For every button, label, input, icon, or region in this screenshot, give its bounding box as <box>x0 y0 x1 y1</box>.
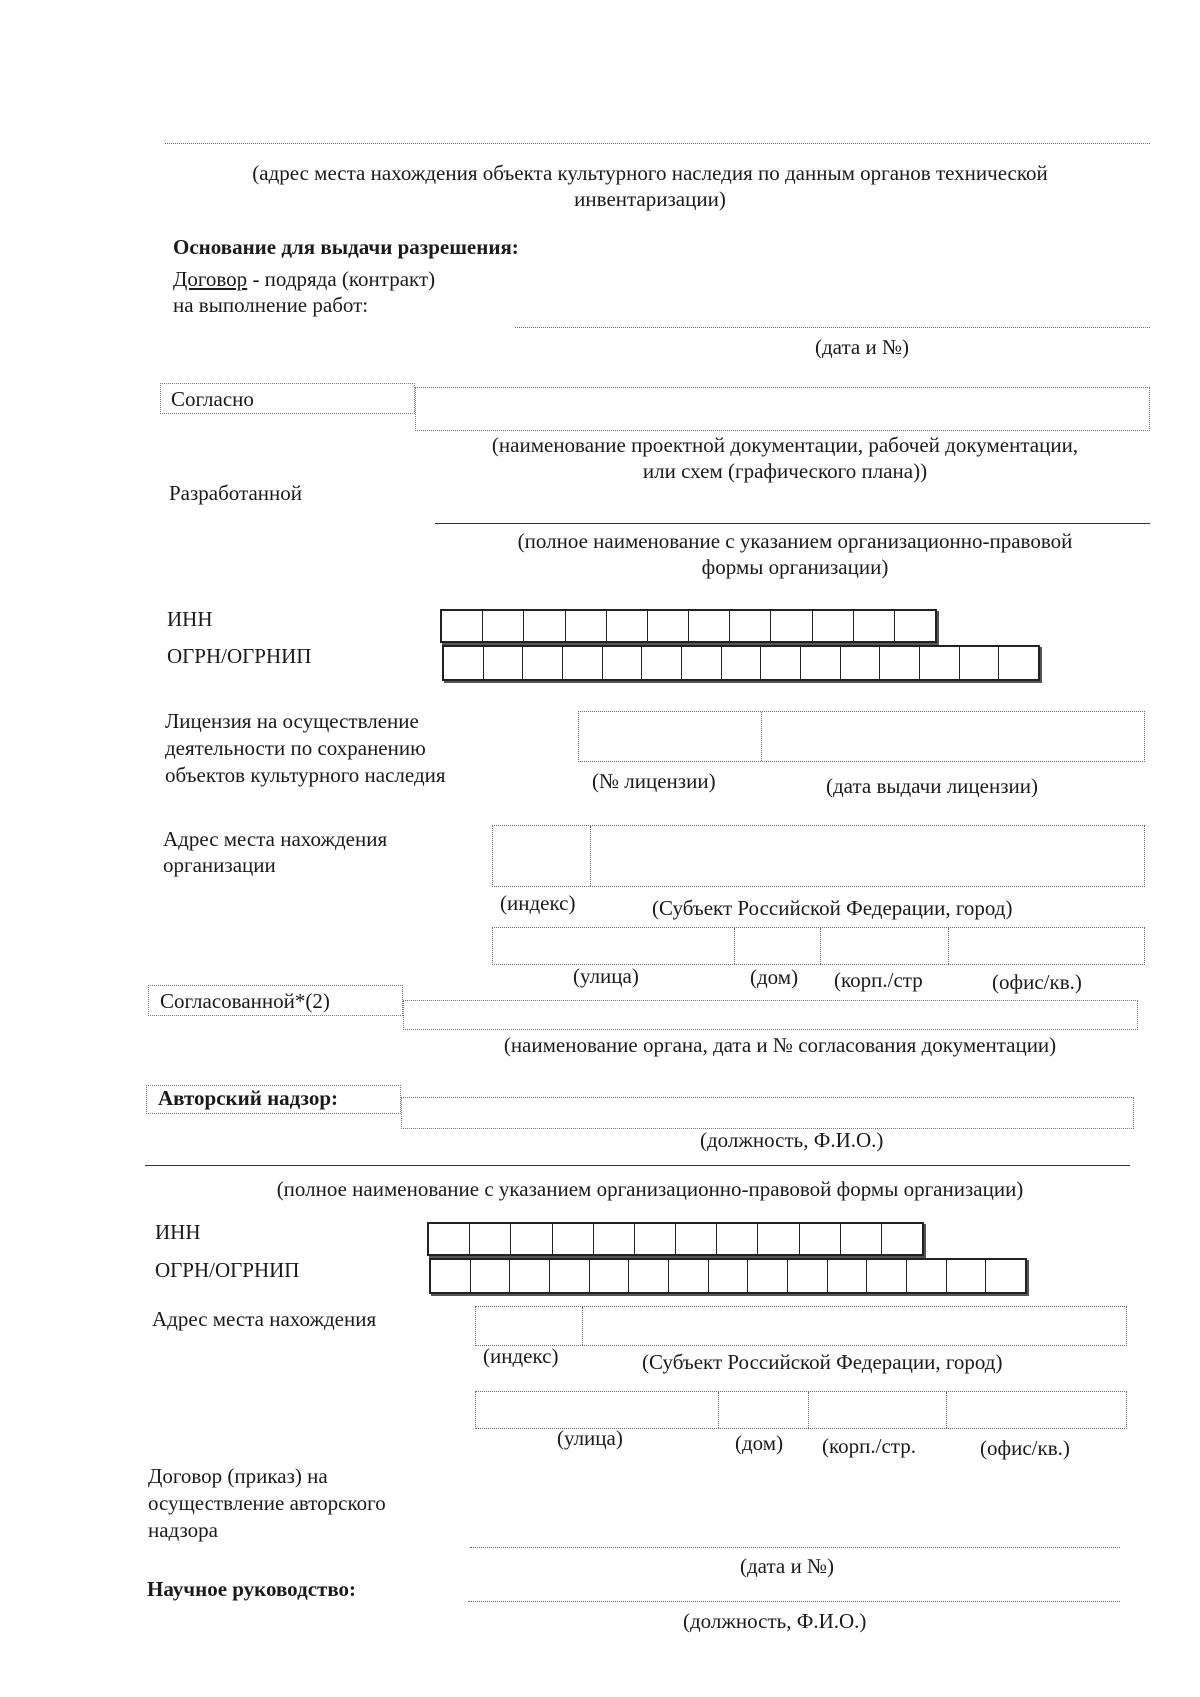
supervision-org-caption: (полное наименование с указанием организационно-правовой формы организации) <box>276 1177 1024 1201</box>
license-number-field[interactable] <box>579 712 762 761</box>
address2-office-caption: (офис/кв.) <box>980 1436 1070 1460</box>
contract-word: Договор <box>173 267 248 291</box>
address2-fields-2[interactable] <box>475 1391 1127 1429</box>
developed-caption-2: формы организации) <box>701 555 889 579</box>
supervision-contract-label: Договор (приказ) на <box>148 1464 328 1488</box>
inn-cells[interactable] <box>440 609 937 643</box>
org-index-field[interactable] <box>493 826 591 886</box>
org-region-field[interactable] <box>591 826 1144 886</box>
address2-office-field[interactable] <box>947 1392 1126 1428</box>
address2-street-field[interactable] <box>476 1392 719 1428</box>
org-index-caption: (индекс) <box>500 891 576 915</box>
org-street-caption: (улица) <box>573 964 639 988</box>
approved-label: Согласованной*(2) <box>160 989 330 1013</box>
address2-index-caption: (индекс) <box>483 1344 559 1368</box>
object-address-line[interactable] <box>165 143 1150 144</box>
org-office-caption: (офис/кв.) <box>992 970 1082 994</box>
agreed-caption: (наименование проектной документации, рабочей документации, <box>491 433 1079 457</box>
license-label-3: объектов культурного наследия <box>165 763 446 787</box>
license-number-caption: (№ лицензии) <box>592 769 716 793</box>
object-address-caption-2: инвентаризации) <box>574 187 726 211</box>
agreed-documentation-field[interactable] <box>415 387 1150 431</box>
agreed-caption-2: или схем (графического плана)) <box>642 459 928 483</box>
license-fields[interactable] <box>578 711 1145 762</box>
approved-field[interactable] <box>403 1000 1138 1030</box>
developed-caption: (полное наименование с указанием организационно-правовой <box>517 529 1073 553</box>
org-address-fields-1[interactable] <box>492 825 1145 887</box>
license-date-caption: (дата выдачи лицензии) <box>826 774 1038 798</box>
basis-contract-line2: на выполнение работ: <box>173 293 369 317</box>
org-house-caption: (дом) <box>750 965 799 989</box>
supervision-contract-label-2: осуществление авторского <box>148 1491 386 1515</box>
org-building-field[interactable] <box>821 928 949 964</box>
contract-rest: - подряда (контракт) <box>247 267 436 291</box>
address2-fields-1[interactable] <box>475 1306 1127 1346</box>
address2-building-field[interactable] <box>809 1392 947 1428</box>
scientific-caption: (должность, Ф.И.О.) <box>683 1609 867 1633</box>
address2-house-field[interactable] <box>719 1392 809 1428</box>
agreed-label: Согласно <box>171 387 254 411</box>
contract-date-caption: (дата и №) <box>815 335 909 359</box>
developed-label: Разработанной <box>169 481 302 505</box>
license-date-field[interactable] <box>762 712 1144 761</box>
scientific-label: Научное руководство: <box>147 1577 357 1601</box>
org-address-label-2: организации <box>163 853 276 877</box>
address2-street-caption: (улица) <box>557 1426 623 1450</box>
address2-region-caption: (Субъект Российской Федерации, город) <box>642 1350 1003 1374</box>
object-address-caption: (адрес места нахождения объекта культурного наследия по данным органов технической <box>252 161 1048 185</box>
basis-title: Основание для выдачи разрешения: <box>173 235 519 259</box>
supervision-field[interactable] <box>401 1097 1134 1129</box>
org-house-field[interactable] <box>735 928 821 964</box>
supervision-caption: (должность, Ф.И.О.) <box>700 1128 884 1152</box>
org-region-caption: (Субъект Российской Федерации, город) <box>652 896 1013 920</box>
org-building-caption: (корп./стр <box>834 968 923 992</box>
org-street-field[interactable] <box>493 928 735 964</box>
address2-building-caption: (корп./стр. <box>822 1434 916 1458</box>
supervision-contract-date-field[interactable] <box>470 1547 1120 1548</box>
developed-org-field[interactable] <box>435 523 1150 524</box>
contract-date-field[interactable] <box>515 327 1150 328</box>
basis-contract-line <box>173 266 435 292</box>
inn-label: ИНН <box>167 607 213 631</box>
supervision-org-field[interactable] <box>145 1165 1130 1166</box>
supervision-contract-date-caption: (дата и №) <box>740 1554 834 1578</box>
inn-cells-2[interactable] <box>427 1222 924 1256</box>
license-label-2: деятельности по сохранению <box>165 736 426 760</box>
approved-caption: (наименование органа, дата и № согласования документации) <box>503 1033 1057 1057</box>
address2-label: Адрес места нахождения <box>152 1307 377 1331</box>
inn-label-2: ИНН <box>155 1220 201 1244</box>
scientific-field[interactable] <box>468 1601 1120 1602</box>
address2-house-caption: (дом) <box>735 1431 784 1455</box>
address2-index-field[interactable] <box>476 1307 583 1345</box>
ogrn-cells-2[interactable] <box>429 1258 1027 1294</box>
address2-region-field[interactable] <box>583 1307 1126 1345</box>
ogrn-label-2: ОГРН/ОГРНИП <box>155 1258 300 1282</box>
org-address-label: Адрес места нахождения <box>163 827 388 851</box>
org-office-field[interactable] <box>949 928 1144 964</box>
ogrn-label: ОГРН/ОГРНИП <box>167 644 312 668</box>
supervision-contract-label-3: надзора <box>148 1518 218 1542</box>
supervision-label: Авторский надзор: <box>158 1086 339 1110</box>
license-label: Лицензия на осуществление <box>165 709 419 733</box>
ogrn-cells[interactable] <box>442 645 1040 681</box>
org-address-fields-2[interactable] <box>492 927 1145 965</box>
